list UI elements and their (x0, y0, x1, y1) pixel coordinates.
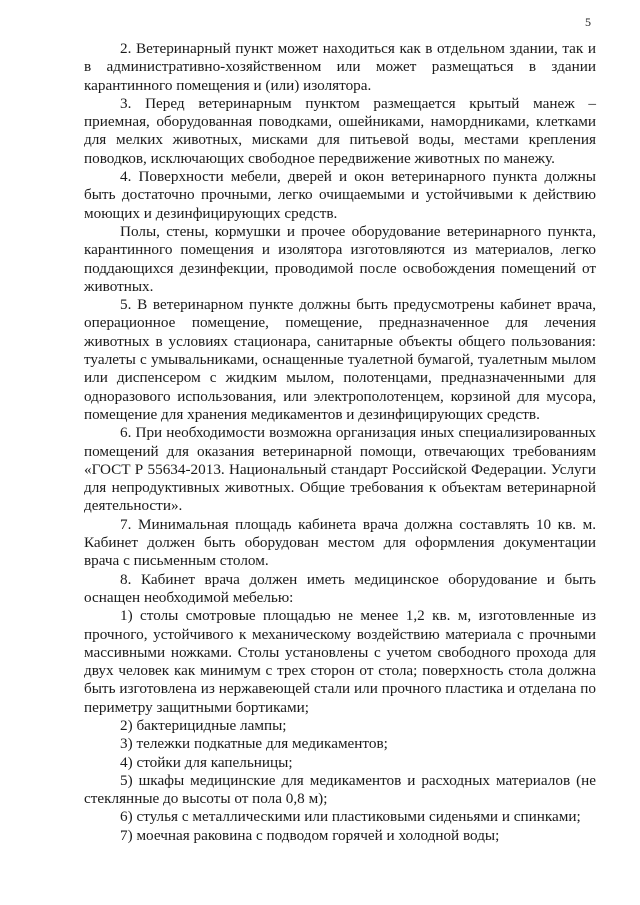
list-item-exam-tables: 1) столы смотровые площадью не менее 1,2 кв. м, изготовленные из прочного, устойчивого к механическому воздействию материала с прочными массивными ножками. Столы установлены с учетом свободного прохода для двух человек как минимум с трех сторон от стола; поверхность стола должна быть изготовлена из нержавеющей стали или прочного пластика и отделана по периметру защитными бортиками; (84, 607, 596, 716)
document-body (84, 40, 596, 845)
paragraph-7-office-area: 7. Минимальная площадь кабинета врача должна составлять 10 кв. м. Кабинет должен быть оборудован местом для оформления документации врача с письменным столом. (84, 515, 596, 570)
list-item-carts: 3) тележки подкатные для медикаментов; (120, 735, 388, 753)
list-item-lamps: 2) бактерицидные лампы; (120, 716, 287, 734)
paragraph-4-surfaces: 4. Поверхности мебели, дверей и окон ветеринарного пункта должны быть достаточно прочными, легко очищаемыми и устойчивыми к действию моющих и дезинфицирующих средств. (84, 168, 596, 222)
page-number: 5 (585, 15, 591, 29)
paragraph-floors-walls: Полы, стены, кормушки и прочее оборудование ветеринарного пункта, карантинного помещения и изолятора изготовляются из материалов, легко поддающихся дезинфекции, проводимой после освобождения помещений от животных. (84, 222, 596, 295)
paragraph-8-equipment: 8. Кабинет врача должен иметь медицинское оборудование и быть оснащен необходимой мебелью: (84, 570, 596, 606)
list-item-cabinets: 5) шкафы медицинские для медикаментов и расходных материалов (не стеклянные до высоты от пола 0,8 м); (84, 771, 596, 808)
paragraph-2-location: 2. Ветеринарный пункт может находиться как в отдельном здании, так и в административно-хозяйственном или может размещаться в здании карантинного помещения и (или) изолятора. (84, 40, 596, 94)
paragraph-3-arena: 3. Перед ветеринарным пунктом размещается крытый манеж – приемная, оборудованная поводками, ошейниками, намордниками, клетками для мелких животных, мисками для питьевой воды, местами крепления поводков, исключающих свободное передвижение животных по манежу. (84, 94, 596, 167)
paragraph-5-rooms: 5. В ветеринарном пункте должны быть предусмотрены кабинет врача, операционное помещение, помещение, предназначенное для лечения животных в условиях стационара, санитарные объекты общего пользования: туалеты с умывальниками, оснащенные туалетной бумагой, туалетным мылом или диспенсером с жидким мылом, полотенцами, предназначенными для одноразового использования, или электрополотенцем, корзиной для мусора, помещение для хранения медикаментов и дезинфицирующих средств. (84, 296, 596, 423)
list-item-chairs: 6) стулья с металлическими или пластиковыми сиденьями и спинками; (120, 808, 581, 826)
list-item-iv-stands: 4) стойки для капельницы; (120, 753, 293, 771)
paragraph-6-specialized-rooms: 6. При необходимости возможна организация иных специализированных помещений для оказания ветеринарной помощи, отвечающих требованиям «ГОСТ Р 55634-2013. Национальный стандарт Российской Федерации. Услуги для непродуктивных животных. Общие требования к объектам ветеринарной деятельности». (84, 424, 596, 515)
list-item-sink: 7) моечная раковина с подводом горячей и холодной воды; (120, 826, 500, 844)
